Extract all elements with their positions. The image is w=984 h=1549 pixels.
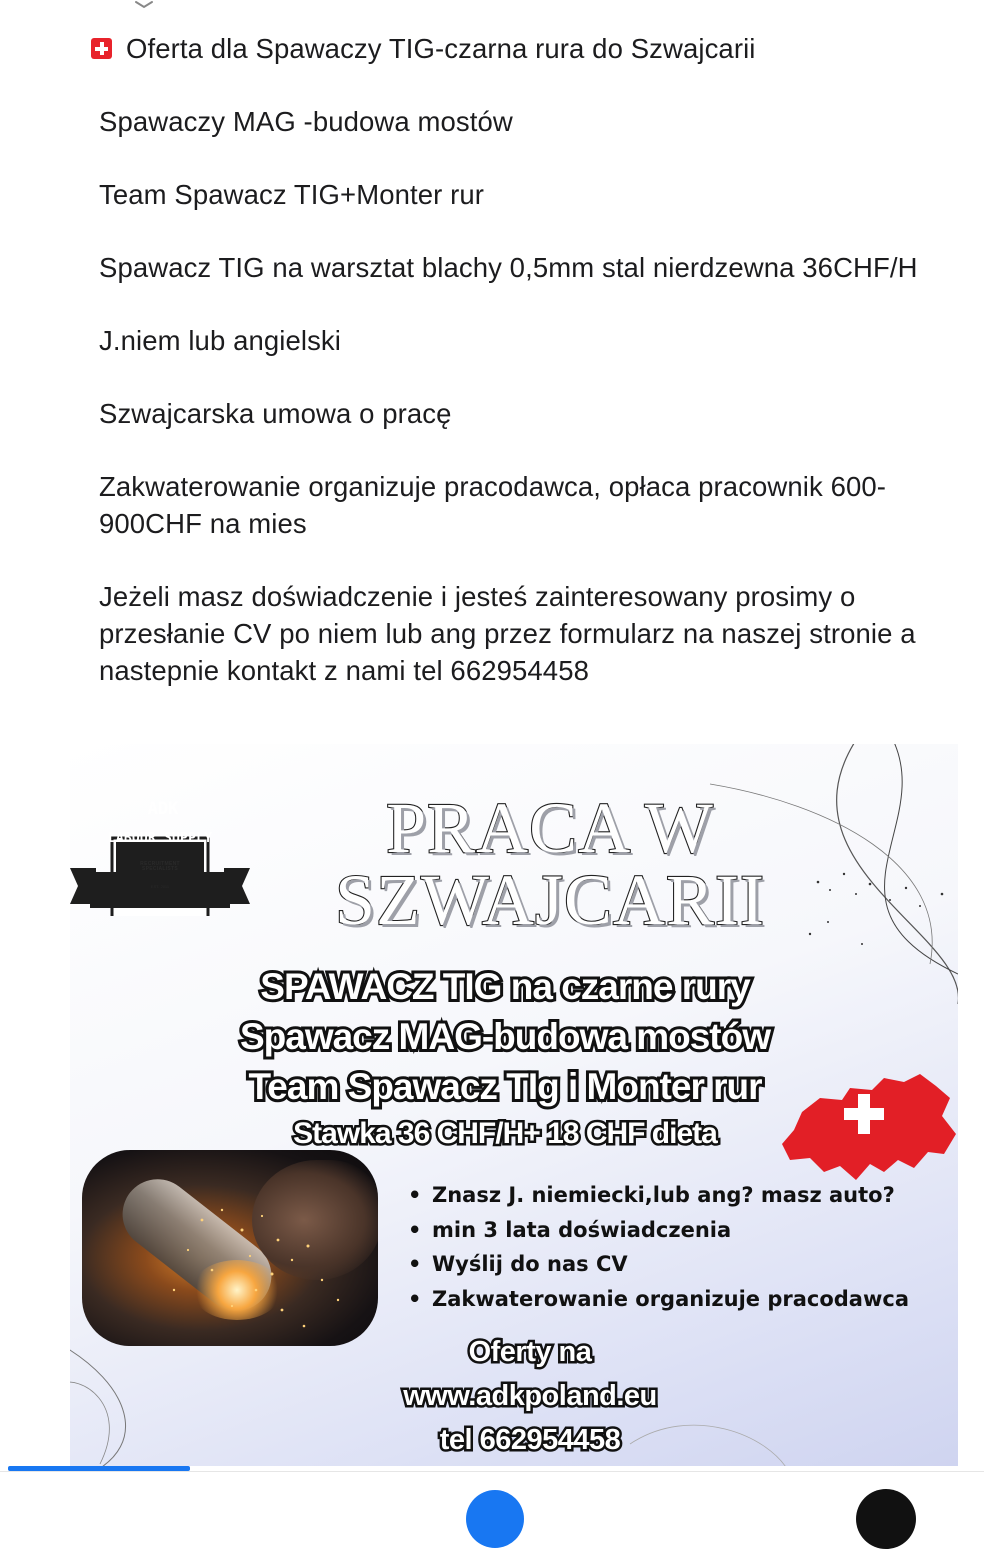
poster-website: www.adkpoland.eu — [403, 1380, 657, 1412]
poster-line-tig: SPAWACZ TIG na czarne rury — [260, 966, 750, 1007]
list-item: • Zakwaterowanie organizuje pracodawca — [408, 1282, 948, 1317]
logo-labour-supply-text: LABOUR SUPPLY — [107, 831, 213, 846]
sparks — [82, 1150, 378, 1346]
poster-line-team: Team Spawacz TIg i Monter rur — [248, 1066, 762, 1107]
poster-line-rate: Stawka 36 CHF/H+ 18 CHF dieta — [293, 1117, 717, 1150]
post-line-team: Team Spawacz TIG+Monter rur — [99, 179, 485, 210]
post-line-offer: Oferta dla Spawaczy TIG-czarna rura do Szwajcarii — [91, 30, 939, 67]
chevron-down-icon[interactable] — [133, 0, 155, 10]
job-poster-image[interactable] — [70, 744, 958, 1466]
poster-phone: tel 662954458 — [439, 1424, 621, 1456]
poster-line-mag: Spawacz MAG-budowa mostów — [239, 1016, 771, 1057]
post-line-tig-workshop: Spawacz TIG na warsztat blachy 0,5mm stal nierdzewna 36CHF/H — [99, 252, 918, 283]
nav-button-dark[interactable] — [856, 1489, 916, 1549]
nav-button-blue[interactable] — [466, 1490, 524, 1548]
list-item: • Znasz J. niemiecki,lub ang? masz auto? — [408, 1178, 948, 1213]
post-line-contact: Jeżeli masz doświadczenie i jesteś zainteresowany prosimy o przesłanie CV po niem lub ang przez formularz na naszej stronie a nastepnie kontakt z nami tel 662954458 — [99, 581, 916, 686]
logo-adk-text: ADK — [147, 799, 179, 819]
post-line-language: J.niem lub angielski — [99, 325, 341, 356]
logo-recruitment-text: RECRUITMENT SPECIALISTS — [140, 861, 180, 872]
post-line-contract: Szwajcarska umowa o pracę — [99, 398, 452, 429]
post-text — [99, 30, 939, 725]
post-line-accommodation: Zakwaterowanie organizuje pracodawca, opłaca pracownik 600-900CHF na mies — [99, 471, 887, 539]
poster-offers-label: Oferty na — [468, 1336, 592, 1368]
swiss-flag-icon — [91, 38, 112, 59]
list-item: • min 3 lata doświadczenia — [408, 1213, 948, 1248]
list-item: • Wyślij do nas CV — [408, 1247, 948, 1282]
requirements-list — [408, 1178, 948, 1316]
bottom-bar — [0, 1471, 984, 1501]
logo-est-text: EST. 2011 — [150, 884, 170, 889]
poster-headline-1: PRACA W — [386, 788, 714, 868]
poster-headline-2: SZWAJCARII — [334, 860, 765, 940]
welding-photo — [82, 1150, 378, 1346]
post-line-mag: Spawaczy MAG -budowa mostów — [99, 106, 513, 137]
